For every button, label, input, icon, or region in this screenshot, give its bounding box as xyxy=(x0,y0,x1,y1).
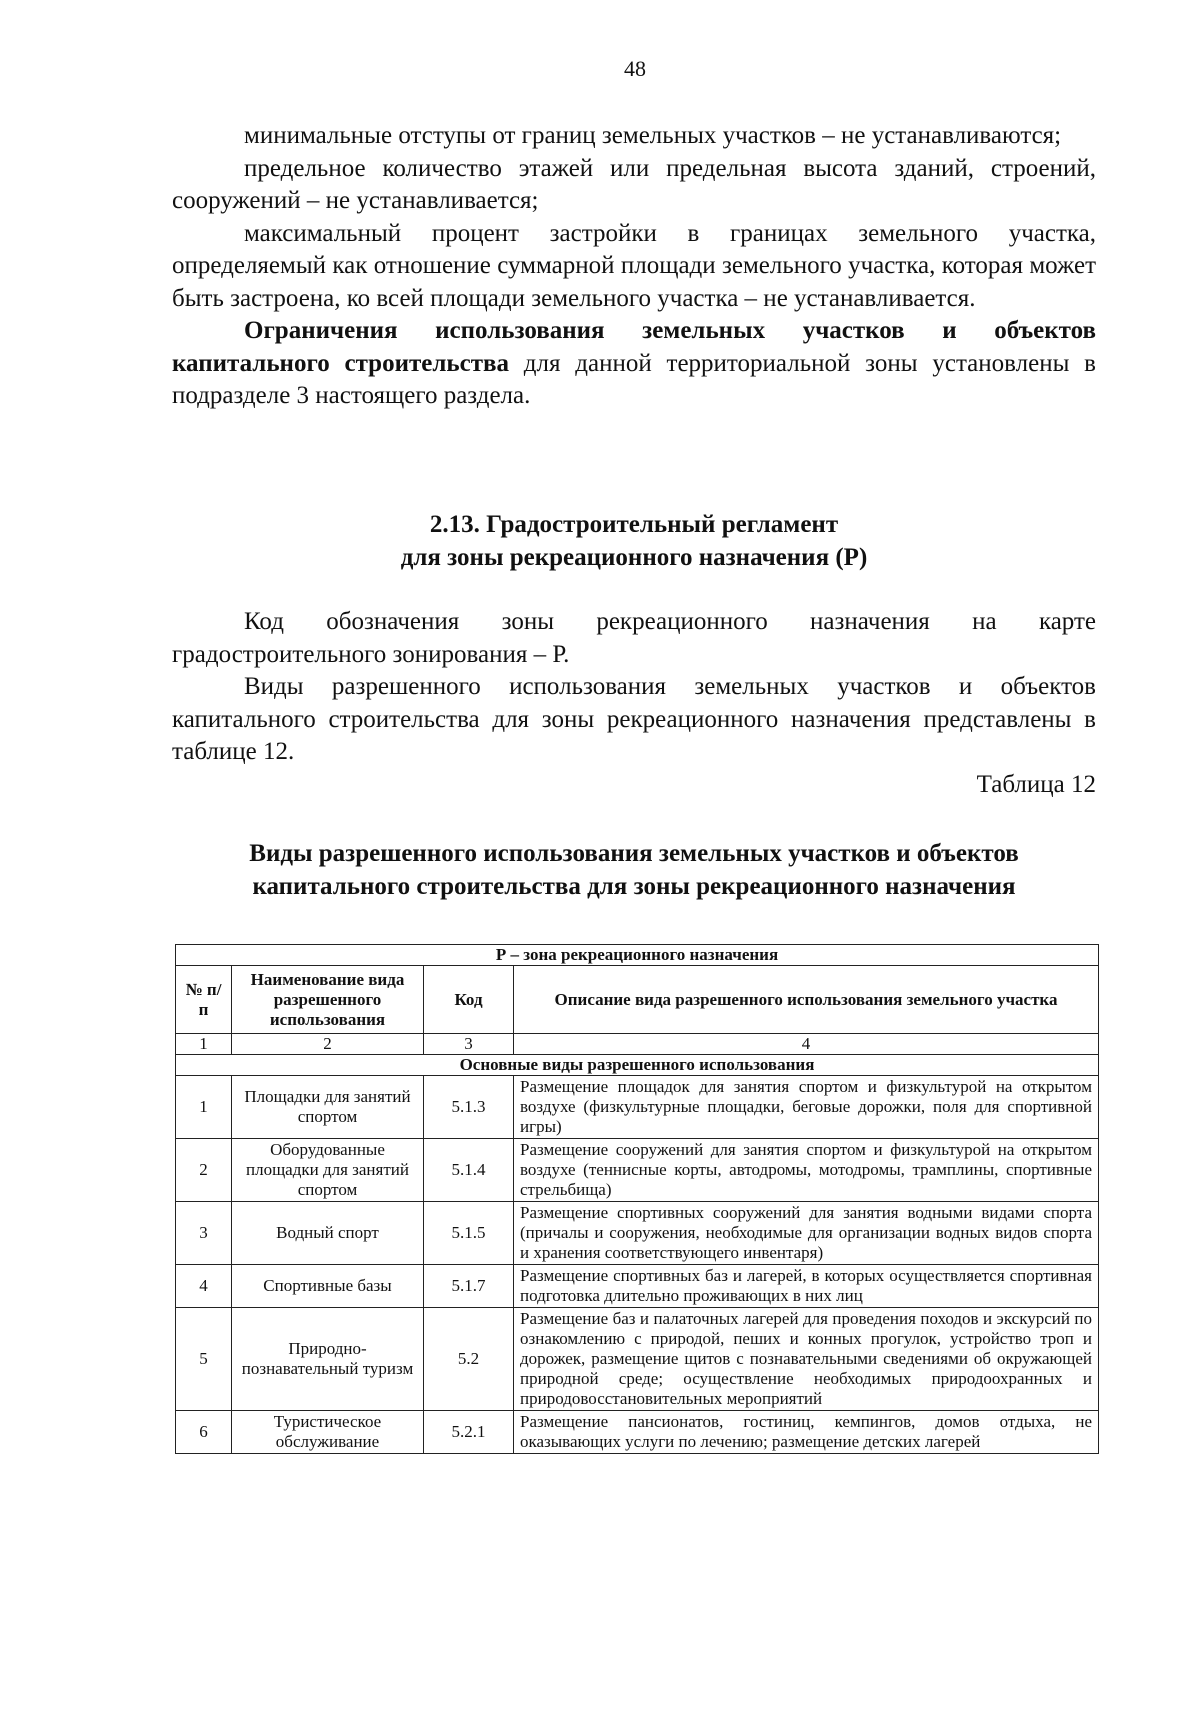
page-number: 48 xyxy=(624,56,646,81)
row-name: Оборудованные площадки для занятий спортом xyxy=(232,1139,424,1202)
intro-text xyxy=(172,120,1096,413)
row-num: 4 xyxy=(176,1265,232,1308)
row-code: 5.2 xyxy=(424,1308,514,1411)
table-row xyxy=(176,1265,1099,1308)
paragraph: Код обозначения зоны рекреационного назначения на карте градостроительного зонирования – Р. xyxy=(172,608,1096,668)
row-desc: Размещение площадок для занятия спортом и физкультурой на открытом воздухе (физкультурные площадки, беговые дорожки, поля для спортивной игры) xyxy=(514,1076,1099,1139)
column-number: 3 xyxy=(424,1034,514,1055)
paragraph: минимальные отступы от границ земельных участков – не устанавливаются; xyxy=(244,122,1062,149)
section-title-line2: для зоны рекреационного назначения (Р) xyxy=(400,544,868,571)
row-num: 5 xyxy=(176,1308,232,1411)
paragraph: максимальный процент застройки в границах земельного участка, определяемый как отношение суммарной площади земельного участка, которая может быть застроена, ко всей площади земельного участка – не устанавливается. xyxy=(172,219,1096,312)
restrictions-paragraph xyxy=(172,315,1096,413)
table-row xyxy=(176,1139,1099,1202)
row-num: 6 xyxy=(176,1411,232,1454)
table-row xyxy=(176,1202,1099,1265)
paragraph: предельное количество этажей или предельная высота зданий, строений, сооружений – не устанавливается; xyxy=(172,154,1096,214)
paragraph: Виды разрешенного использования земельных участков и объектов капитального строительства для зоны рекреационного назначения представлены в таблице 12. xyxy=(172,673,1096,765)
column-number: 4 xyxy=(514,1034,1099,1055)
section-title-line1: 2.13. Градостроительный регламент xyxy=(429,511,839,538)
row-name: Туристическое обслуживание xyxy=(232,1411,424,1454)
row-desc: Размещение баз и палаточных лагерей для проведения походов и экскурсий по ознакомлению с природой, пеших и конных прогулок, устройство троп и дорожек, размещение щитов с познавательными сведениями об окружающей природной среде; осуществление необходимых природоохранных и природовосстановительных мероприятий xyxy=(514,1308,1099,1411)
table-row xyxy=(176,1076,1099,1139)
header-code: Код xyxy=(424,966,514,1034)
zone-header: Р – зона рекреационного назначения xyxy=(176,945,1099,966)
section-header: Основные виды разрешенного использования xyxy=(176,1055,1099,1076)
column-number: 1 xyxy=(176,1034,232,1055)
section-title xyxy=(172,508,1096,574)
row-code: 5.1.5 xyxy=(424,1202,514,1265)
row-code: 5.1.3 xyxy=(424,1076,514,1139)
row-desc: Размещение спортивных баз и лагерей, в которых осуществляется спортивная подготовка длительно проживающих в них лиц xyxy=(514,1265,1099,1308)
header-num: № п/п xyxy=(176,966,232,1034)
row-num: 1 xyxy=(176,1076,232,1139)
row-name: Площадки для занятий спортом xyxy=(232,1076,424,1139)
row-name: Водный спорт xyxy=(232,1202,424,1265)
header-name: Наименование вида разрешенного использования xyxy=(232,966,424,1034)
row-desc: Размещение сооружений для занятия спортом и физкультурой на открытом воздухе (теннисные корты, автодромы, мотодромы, трамплины, спортивные стрельбища) xyxy=(514,1139,1099,1202)
row-code: 5.1.4 xyxy=(424,1139,514,1202)
row-num: 2 xyxy=(176,1139,232,1202)
row-name: Природно-познавательный туризм xyxy=(232,1308,424,1411)
column-number: 2 xyxy=(232,1034,424,1055)
table-row xyxy=(176,1411,1099,1454)
table-title-line1: Виды разрешенного использования земельных участков и объектов xyxy=(249,840,1019,867)
permitted-use-table xyxy=(175,944,1099,1454)
row-desc: Размещение пансионатов, гостиниц, кемпингов, домов отдыха, не оказывающих услуги по лечению; размещение детских лагерей xyxy=(514,1411,1099,1454)
header-desc: Описание вида разрешенного использования земельного участка xyxy=(514,966,1099,1034)
table-title xyxy=(172,837,1096,903)
row-code: 5.1.7 xyxy=(424,1265,514,1308)
column-numbers-row xyxy=(176,1034,1099,1055)
restrictions-rest: для данной территориальной зоны установлены в подразделе 3 настоящего раздела. xyxy=(172,349,1096,409)
row-desc: Размещение спортивных сооружений для занятия водными видами спорта (причалы и сооружения, необходимые для организации водных видов спорта и хранения соответствующего инвентаря) xyxy=(514,1202,1099,1265)
table-row xyxy=(176,1308,1099,1411)
row-code: 5.2.1 xyxy=(424,1411,514,1454)
section-text xyxy=(172,606,1096,769)
table-label: Таблица 12 xyxy=(976,771,1096,798)
row-num: 3 xyxy=(176,1202,232,1265)
restrictions-bold: Ограничения использования земельных участков и объектов капитального строительства xyxy=(172,317,1096,377)
row-name: Спортивные базы xyxy=(232,1265,424,1308)
table-title-line2: капитального строительства для зоны рекреационного назначения xyxy=(252,873,1016,900)
